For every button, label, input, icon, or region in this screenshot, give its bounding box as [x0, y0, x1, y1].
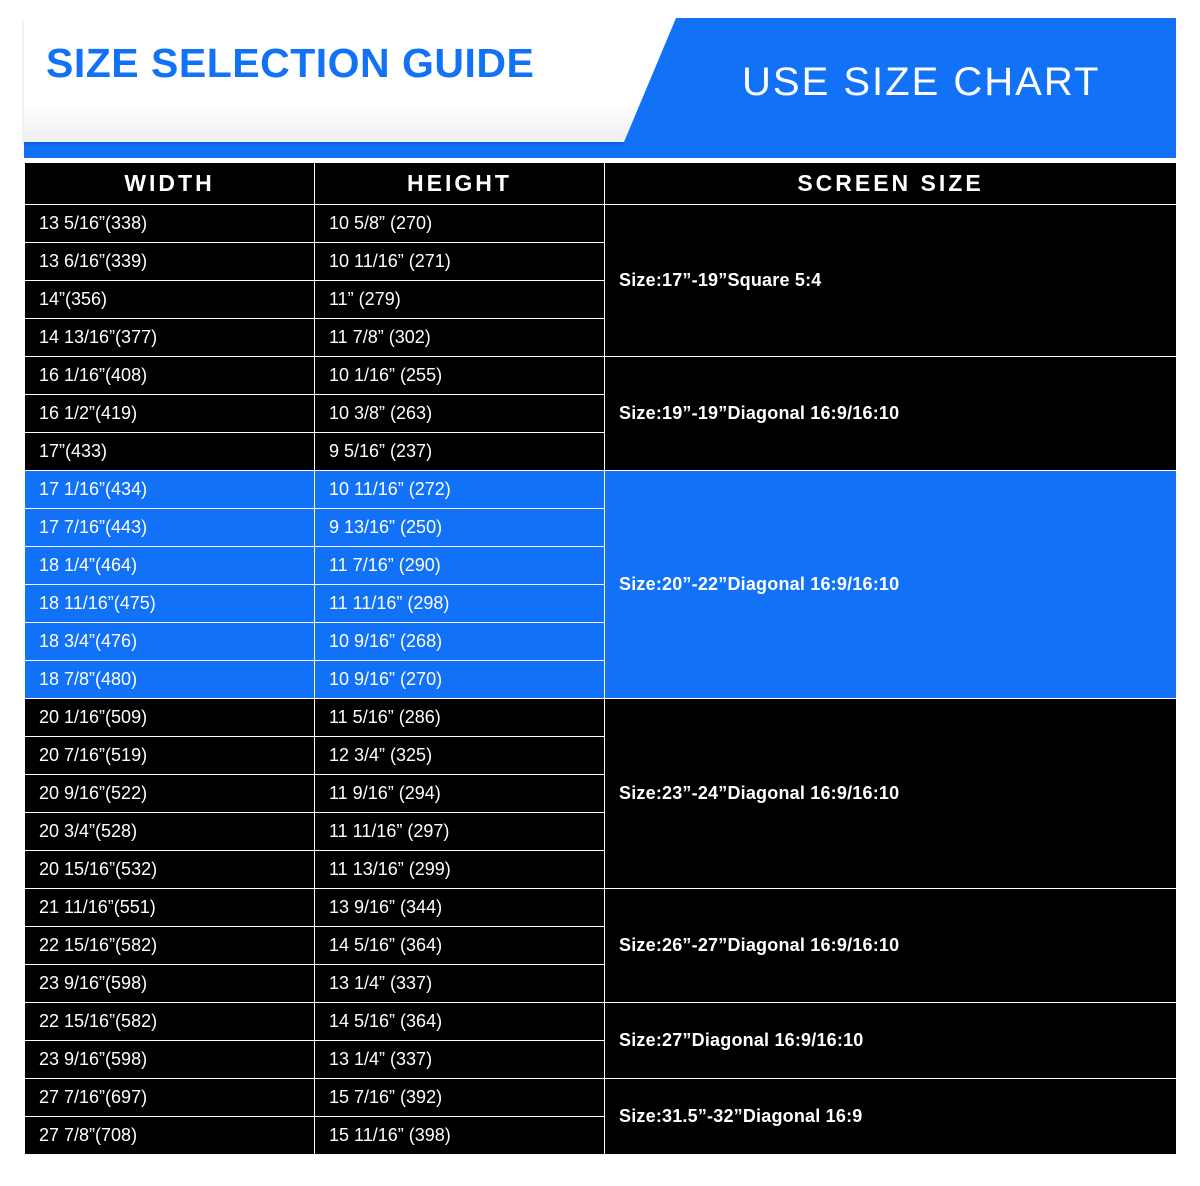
cell-height: 10 9/16” (270)	[315, 661, 605, 699]
table-row	[25, 699, 1177, 737]
cell-height: 13 1/4” (337)	[315, 965, 605, 1003]
cell-height: 11 11/16” (297)	[315, 813, 605, 851]
size-chart-table	[24, 162, 1177, 1155]
cell-height: 10 9/16” (268)	[315, 623, 605, 661]
cell-height: 11 7/16” (290)	[315, 547, 605, 585]
cell-width: 20 1/16”(509)	[25, 699, 315, 737]
table-row	[25, 205, 1177, 243]
cell-screen-size: Size:31.5”-32”Diagonal 16:9	[605, 1079, 1177, 1155]
cell-height: 11 13/16” (299)	[315, 851, 605, 889]
table-row	[25, 471, 1177, 509]
cell-height: 10 3/8” (263)	[315, 395, 605, 433]
cell-screen-size: Size:26”-27”Diagonal 16:9/16:10	[605, 889, 1177, 1003]
cell-width: 13 6/16”(339)	[25, 243, 315, 281]
page-title: SIZE SELECTION GUIDE	[46, 40, 535, 86]
size-chart-container	[24, 162, 1176, 1155]
cell-height: 13 1/4” (337)	[315, 1041, 605, 1079]
table-header	[25, 163, 1177, 205]
table-row	[25, 1079, 1177, 1117]
cell-width: 18 1/4”(464)	[25, 547, 315, 585]
cell-height: 9 13/16” (250)	[315, 509, 605, 547]
cell-height: 12 3/4” (325)	[315, 737, 605, 775]
cell-screen-size: Size:20”-22”Diagonal 16:9/16:10	[605, 471, 1177, 699]
cell-height: 13 9/16” (344)	[315, 889, 605, 927]
cell-width: 22 15/16”(582)	[25, 927, 315, 965]
table-row	[25, 1003, 1177, 1041]
cell-width: 16 1/16”(408)	[25, 357, 315, 395]
column-header-screen-size: SCREEN SIZE	[605, 163, 1177, 205]
cell-width: 23 9/16”(598)	[25, 1041, 315, 1079]
cell-height: 11 9/16” (294)	[315, 775, 605, 813]
cell-width: 17 7/16”(443)	[25, 509, 315, 547]
cell-height: 14 5/16” (364)	[315, 927, 605, 965]
cell-width: 27 7/16”(697)	[25, 1079, 315, 1117]
cell-width: 18 11/16”(475)	[25, 585, 315, 623]
cell-width: 13 5/16”(338)	[25, 205, 315, 243]
cell-height: 15 7/16” (392)	[315, 1079, 605, 1117]
table-row	[25, 889, 1177, 927]
cell-height: 10 11/16” (271)	[315, 243, 605, 281]
cell-width: 21 11/16”(551)	[25, 889, 315, 927]
column-header-width: WIDTH	[25, 163, 315, 205]
cell-width: 20 9/16”(522)	[25, 775, 315, 813]
cell-width: 16 1/2”(419)	[25, 395, 315, 433]
cell-screen-size: Size:27”Diagonal 16:9/16:10	[605, 1003, 1177, 1079]
cell-height: 11 11/16” (298)	[315, 585, 605, 623]
column-header-height: HEIGHT	[315, 163, 605, 205]
cell-width: 27 7/8”(708)	[25, 1117, 315, 1155]
banner-subtitle: USE SIZE CHART	[742, 60, 1101, 104]
cell-width: 14 13/16”(377)	[25, 319, 315, 357]
table-row	[25, 357, 1177, 395]
cell-width: 23 9/16”(598)	[25, 965, 315, 1003]
cell-width: 22 15/16”(582)	[25, 1003, 315, 1041]
table-header-row	[25, 163, 1177, 205]
cell-width: 14”(356)	[25, 281, 315, 319]
cell-height: 10 5/8” (270)	[315, 205, 605, 243]
cell-height: 10 11/16” (272)	[315, 471, 605, 509]
table-body	[25, 205, 1177, 1155]
cell-height: 9 5/16” (237)	[315, 433, 605, 471]
header-banner	[0, 0, 1200, 162]
cell-height: 11 5/16” (286)	[315, 699, 605, 737]
cell-screen-size: Size:23”-24”Diagonal 16:9/16:10	[605, 699, 1177, 889]
cell-width: 17 1/16”(434)	[25, 471, 315, 509]
cell-screen-size: Size:19”-19”Diagonal 16:9/16:10	[605, 357, 1177, 471]
cell-width: 18 3/4”(476)	[25, 623, 315, 661]
cell-width: 17”(433)	[25, 433, 315, 471]
cell-height: 11” (279)	[315, 281, 605, 319]
cell-screen-size: Size:17”-19”Square 5:4	[605, 205, 1177, 357]
cell-height: 15 11/16” (398)	[315, 1117, 605, 1155]
cell-height: 10 1/16” (255)	[315, 357, 605, 395]
cell-height: 14 5/16” (364)	[315, 1003, 605, 1041]
cell-width: 20 3/4”(528)	[25, 813, 315, 851]
cell-height: 11 7/8” (302)	[315, 319, 605, 357]
cell-width: 20 7/16”(519)	[25, 737, 315, 775]
cell-width: 18 7/8”(480)	[25, 661, 315, 699]
cell-width: 20 15/16”(532)	[25, 851, 315, 889]
